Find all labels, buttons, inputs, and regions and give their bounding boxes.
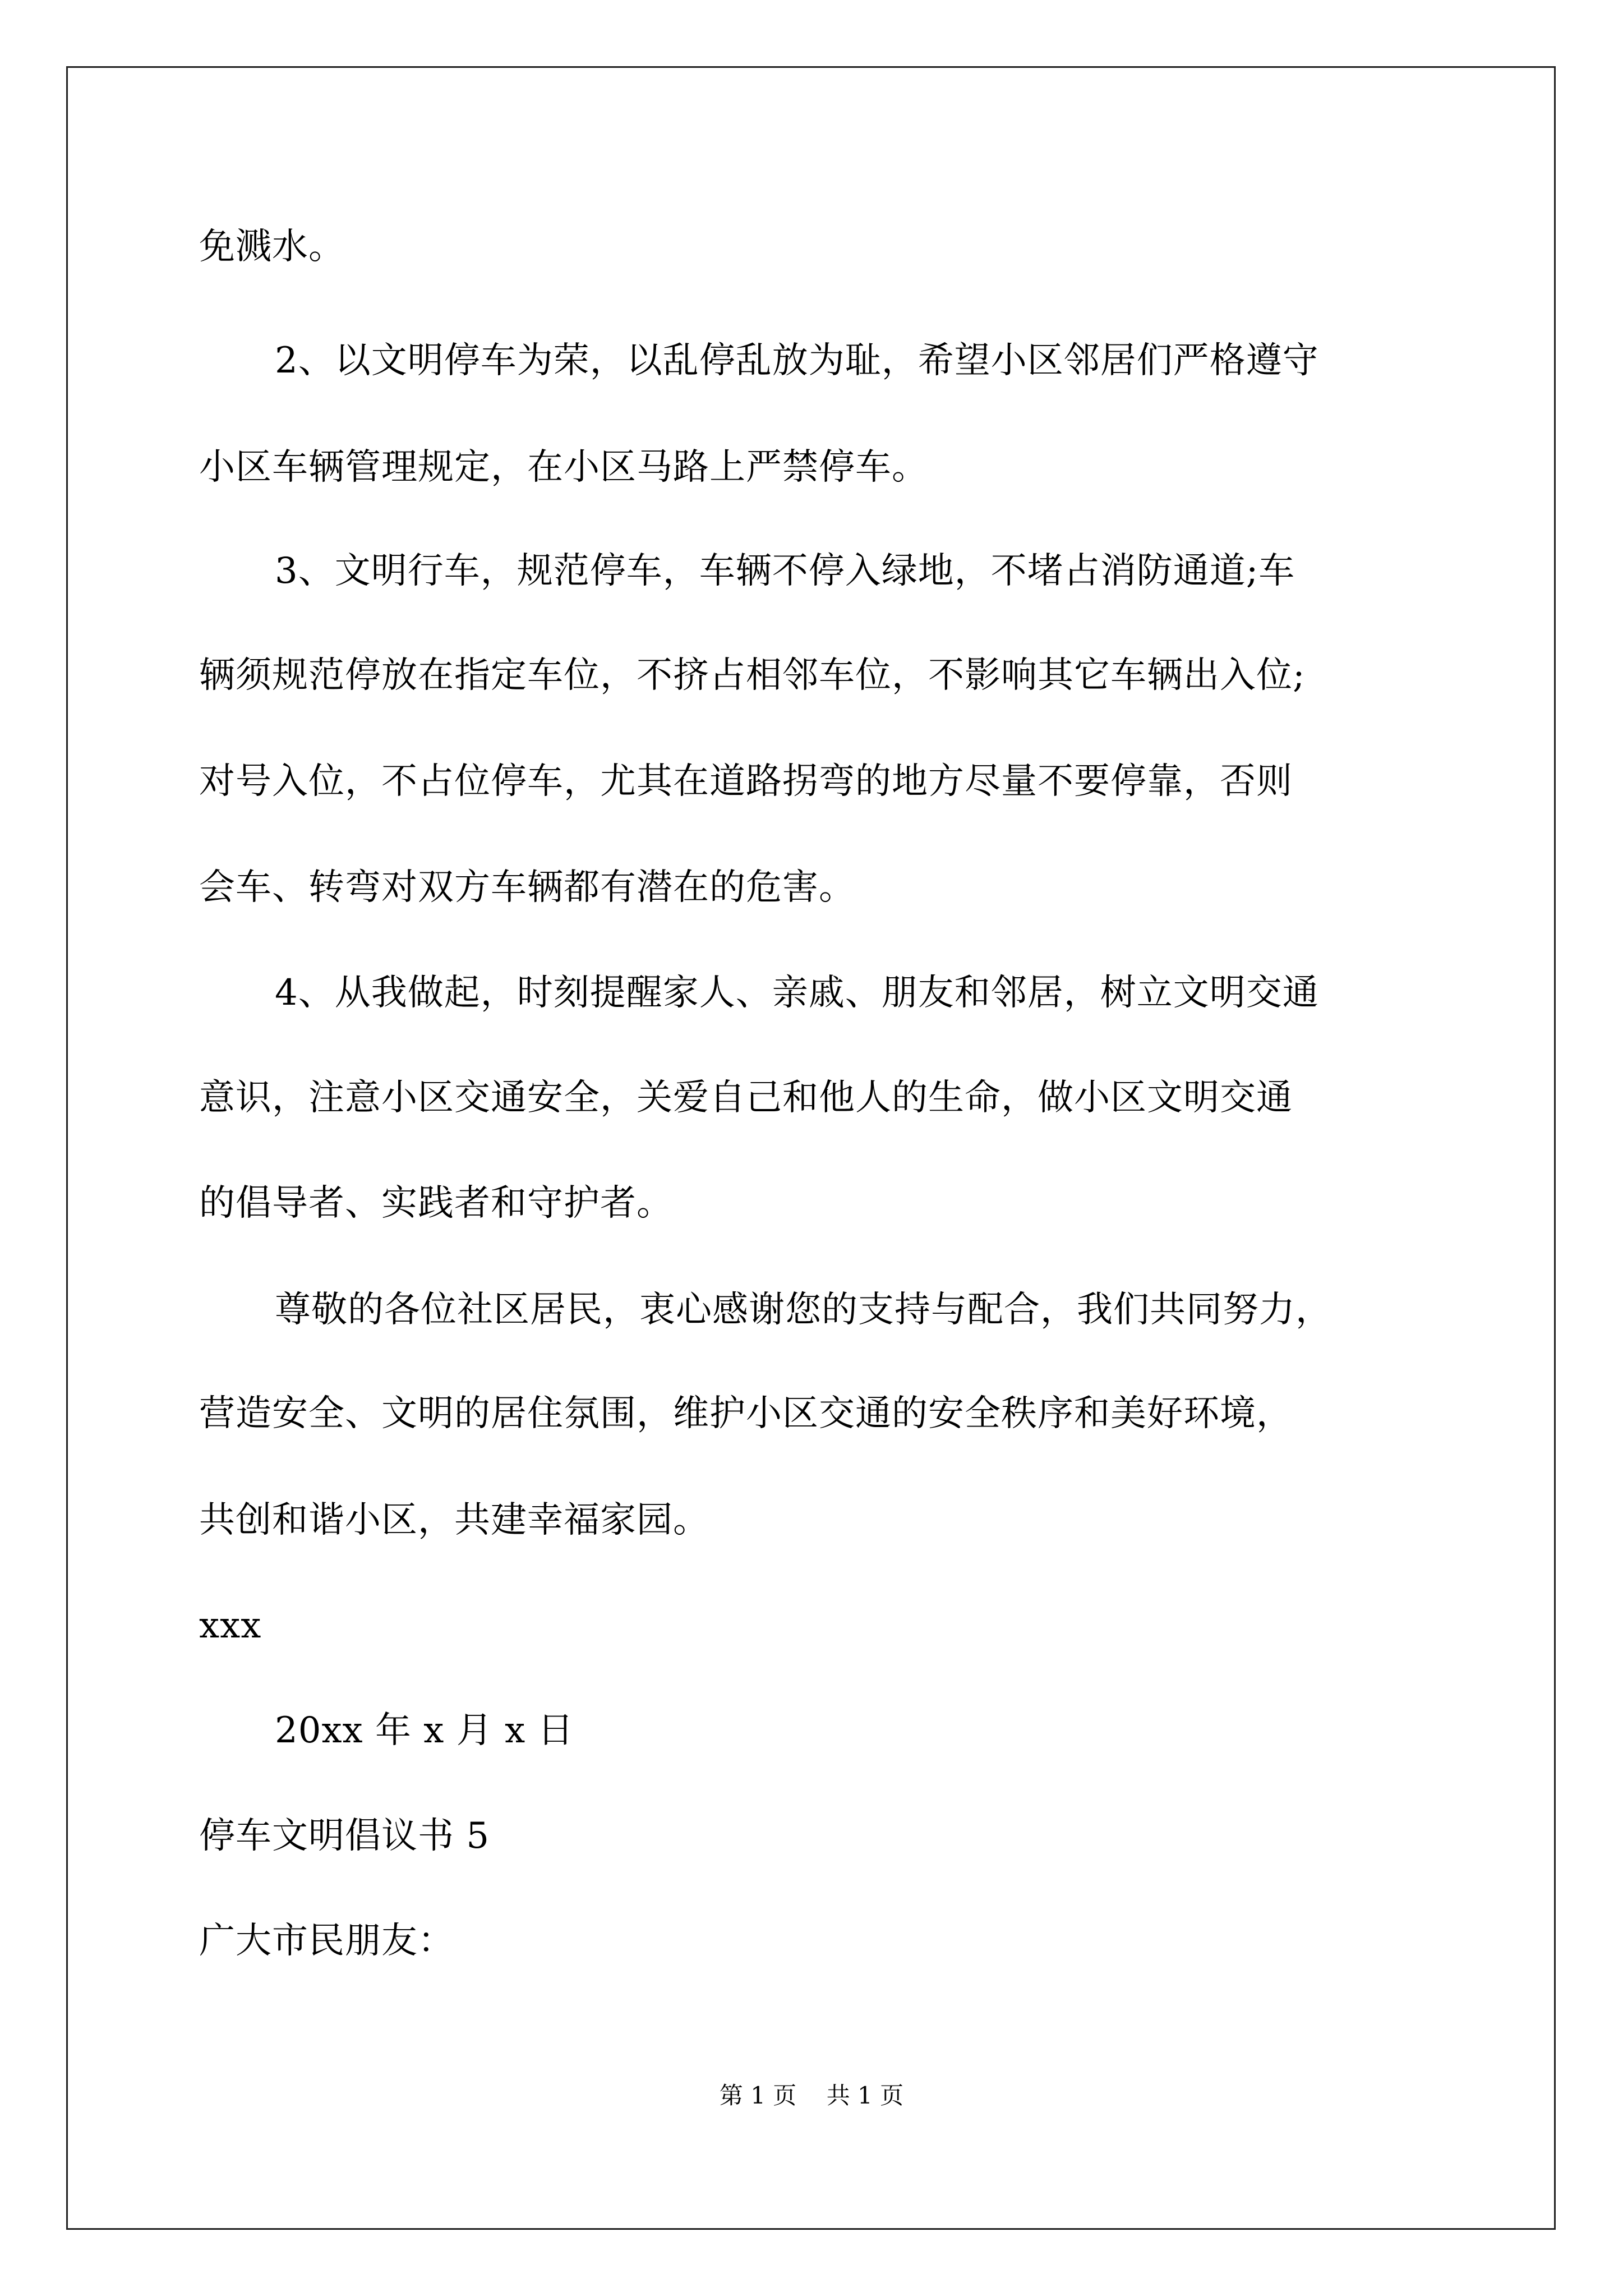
- paragraph-line: 3、文明行车，规范停车，车辆不停入绿地，不堵占消防通道;车: [275, 550, 1295, 592]
- paragraph-line: 4、从我做起，时刻提醒家人、亲戚、朋友和邻居，树立文明交通: [275, 972, 1319, 1014]
- signature-date: 20xx 年 x 月 x 日: [275, 1710, 574, 1751]
- signature-name: xxx: [199, 1605, 262, 1646]
- paragraph-line: 小区车辆管理规定，在小区马路上严禁停车。: [199, 447, 928, 488]
- paragraph-line: 营造安全、文明的居住氛围，维护小区交通的安全秩序和美好环境，: [199, 1393, 1293, 1434]
- paragraph-line: 尊敬的各位社区居民，衷心感谢您的支持与配合，我们共同努力，: [275, 1289, 1332, 1331]
- page-footer: 第 1 页 共 1 页: [719, 2082, 904, 2109]
- paragraph-line: 共创和谐小区，共建幸福家园。: [199, 1499, 709, 1541]
- salutation: 广大市民朋友：: [199, 1920, 454, 1962]
- paragraph-line: 会车、转弯对双方车辆都有潜在的危害。: [199, 867, 855, 908]
- page-border: [66, 66, 1556, 2230]
- section-title: 停车文明倡议书 5: [199, 1815, 490, 1857]
- paragraph-line: 的倡导者、实践者和守护者。: [199, 1182, 673, 1224]
- paragraph-line: 对号入位，不占位停车，尤其在道路拐弯的地方尽量不要停靠，否则: [199, 761, 1293, 802]
- paragraph-line: 意识，注意小区交通安全，关爱自己和他人的生命，做小区文明交通: [199, 1077, 1293, 1119]
- paragraph-line: 免溅水。: [199, 226, 345, 268]
- paragraph-line: 2、以文明停车为荣，以乱停乱放为耻，希望小区邻居们严格遵守: [275, 340, 1319, 381]
- paragraph-line: 辆须规范停放在指定车位，不挤占相邻车位，不影响其它车辆出入位;: [199, 655, 1306, 696]
